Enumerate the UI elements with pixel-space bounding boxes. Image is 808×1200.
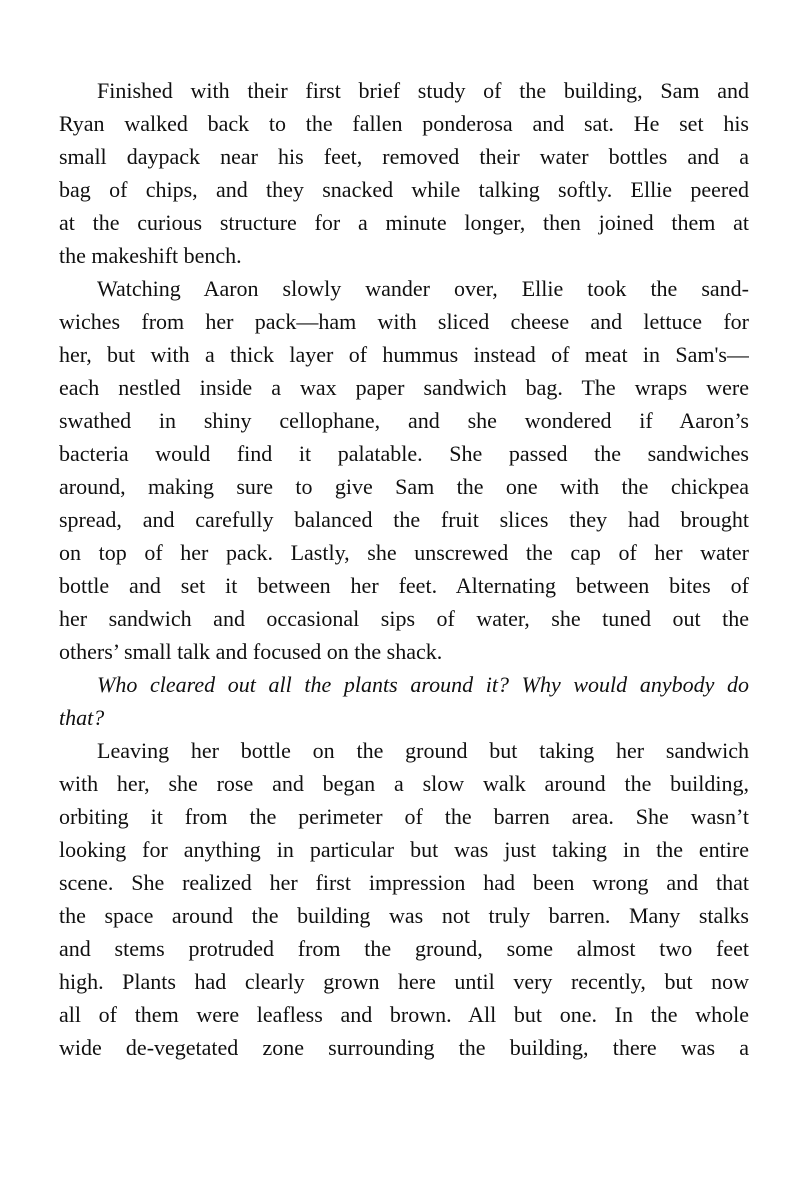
text-line: the space around the building was not truly barren. Many stalks [59, 903, 749, 928]
page-text-block [59, 74, 749, 1064]
text-line: Watching Aaron slowly wander over, Ellie took the sand- [97, 276, 749, 301]
text-line: orbiting it from the perimeter of the barren area. She wasn’t [59, 804, 749, 829]
text-line: around, making sure to give Sam the one with the chickpea [59, 474, 749, 499]
paragraph-4 [59, 734, 749, 1064]
text-line: with her, she rose and began a slow walk around the building, [59, 771, 749, 796]
paragraph-1 [59, 74, 749, 272]
paragraph-2 [59, 272, 749, 668]
text-line: swathed in shiny cellophane, and she wondered if Aaron’s [59, 408, 749, 433]
text-line: and stems protruded from the ground, some almost two feet [59, 936, 749, 961]
text-line: bottle and set it between her feet. Alternating between bites of [59, 573, 749, 598]
text-line: on top of her pack. Lastly, she unscrewed the cap of her water [59, 540, 749, 565]
text-line: that? [59, 705, 105, 730]
text-line: scene. She realized her first impression had been wrong and that [59, 870, 749, 895]
text-line: at the curious structure for a minute longer, then joined them at [59, 210, 749, 235]
text-line: high. Plants had clearly grown here until very recently, but now [59, 969, 749, 994]
text-line: Leaving her bottle on the ground but taking her sandwich [97, 738, 749, 763]
text-line: Ryan walked back to the fallen ponderosa and sat. He set his [59, 111, 749, 136]
text-line: her sandwich and occasional sips of water, she tuned out the [59, 606, 749, 631]
text-line: looking for anything in particular but was just taking in the entire [59, 837, 749, 862]
paragraph-3 [59, 668, 749, 734]
text-line: small daypack near his feet, removed their water bottles and a [59, 144, 749, 169]
text-line: wide de-vegetated zone surrounding the building, there was a [59, 1035, 749, 1060]
text-line: spread, and carefully balanced the fruit slices they had brought [59, 507, 749, 532]
text-line: Finished with their first brief study of the building, Sam and [97, 78, 749, 103]
text-line: bag of chips, and they snacked while talking softly. Ellie peered [59, 177, 749, 202]
text-line: all of them were leafless and brown. All but one. In the whole [59, 1002, 749, 1027]
text-line: the makeshift bench. [59, 243, 242, 268]
text-line: her, but with a thick layer of hummus instead of meat in Sam's— [59, 342, 749, 367]
text-line: others’ small talk and focused on the shack. [59, 639, 443, 664]
text-line: Who cleared out all the plants around it? Why would anybody do [97, 672, 749, 697]
text-line: wiches from her pack—ham with sliced cheese and lettuce for [59, 309, 749, 334]
text-line: each nestled inside a wax paper sandwich bag. The wraps were [59, 375, 749, 400]
text-line: bacteria would find it palatable. She passed the sandwiches [59, 441, 749, 466]
